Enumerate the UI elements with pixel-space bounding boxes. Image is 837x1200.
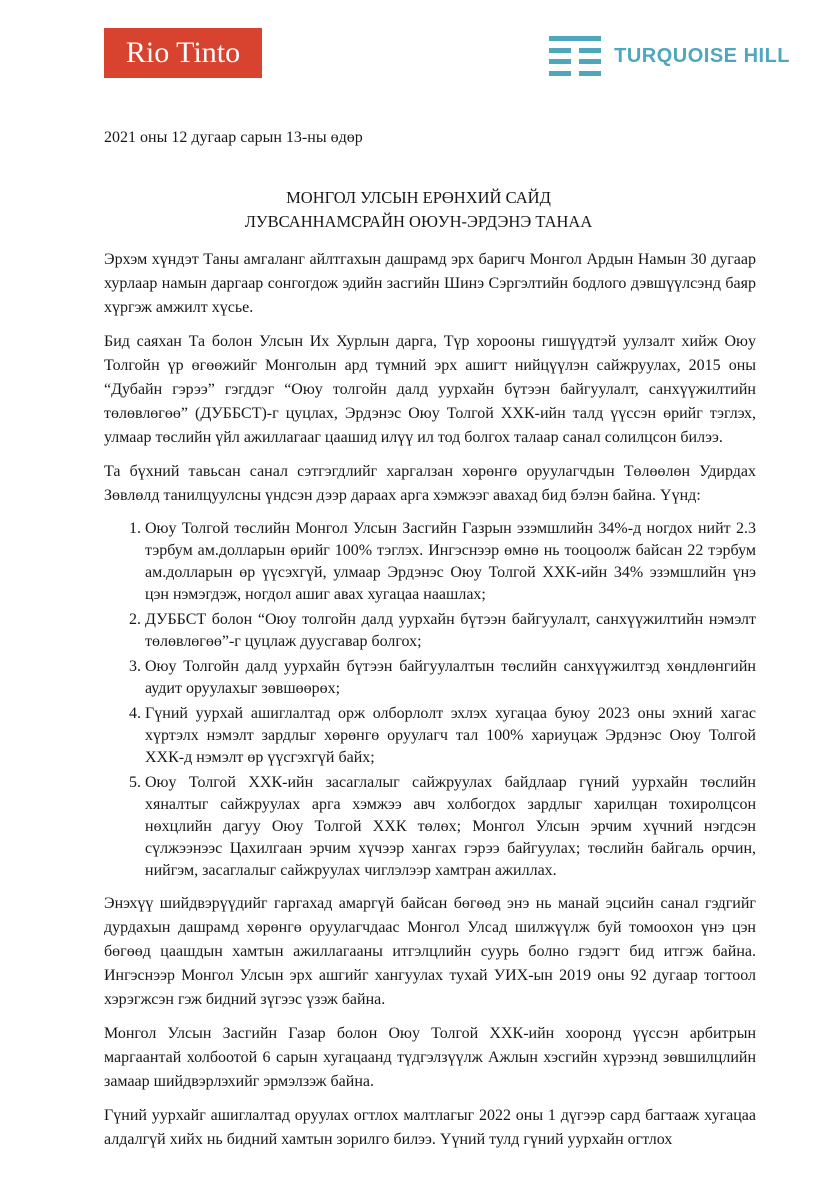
list-item: 1. Оюу Толгой төслийн Монгол Улсын Засгийн Газрын эзэмшлийн 34%-д ногдох нийт 2.3 тэрбум ам.долларын өрийг 100% тэглэх. Ингэснээр өмнө нь тооцоолж байсан 22 тэрбум ам.долларын өр үүсэхгүй, улмаар Эрдэнэс Оюу Толгой ХХК-ийн 34% эзэмшлийн үнэ цэн нэмэгдэж, ногдол ашиг авах хугацаа наашлах;: [145, 518, 756, 606]
paragraph-measures-intro: Та бүхний тавьсан санал сэтгэгдлийг харгалзан хөрөнгө оруулагчдын Төлөөлөн Удирдах Зөвлөлд танилцуулсны үндсэн дээр дараах арга хэмжээг авахад бид бэлэн байна. Үүнд:: [104, 463, 756, 504]
rio-tinto-logo-text: Rio Tinto: [125, 36, 241, 69]
logo-bar: [579, 48, 601, 53]
list-item: 2. ДУББСТ болон “Оюу толгойн далд уурхайн бүтээн байгуулалт, санхүүжилтийн нэмэлт төлөвлөгөө”-г цуцлаж дуусгавар болгох;: [145, 609, 756, 653]
letter-title: [0, 186, 837, 234]
paragraph-meeting-summary: Бид саяхан Та болон Улсын Их Хурлын дарга, Түр хорооны гишүүдтэй уулзалт хийж Оюу Толгойн үр өгөөжийг Монголын ард түмний эрх ашигт нийцүүлэн сайжруулах, 2015 оны “Дубайн гэрээ” гэгддэг “Оюу толгойн далд уурхайн бүтээн байгуулалт, санхүүжилтийн төлөвлөгөө” (ДУББСТ)-г цуцлах, Эрдэнэс Оюу Толгой ХХК-ийн талд үүссэн өрийг тэглэх, улмаар төслийн үйл ажиллагааг цаашид илүү ил тод болгох талаар санал солилцсон билээ.: [104, 333, 756, 446]
paragraph-greeting: Эрхэм хүндэт Таны амгаланг айлтгахын дашрамд эрх баригч Монгол Ардын Намын 30 дугаар хурлаар намын даргаар сонгогдож эдийн засгийн Шинэ Сэргэлтийн бодлого дэвшүүлсэнд баяр хүргэж амжилт хүсье.: [104, 251, 756, 316]
paragraph-arbitration: Монгол Улсын Засгийн Газар болон Оюу Толгой ХХК-ийн хооронд үүссэн арбитрын маргаантай холбоотой 6 сарын хугацаанд түдгэлзүүлж Ажлын хэсгийн хүрээнд зөвшилцлийн замаар шийдвэрлэхийг эрмэлзэж байна.: [104, 1025, 756, 1090]
list-item: 5. Оюу Толгой ХХК-ийн засаглалыг сайжруулах байдлаар гүний уурхайн төслийн хяналтыг сайжруулах арга хэмжээ авч холбогдох зардлыг харилцан тохиролцсон нөхцлийн дагуу Оюу Толгой ХХК төлөх; Монгол Улсын эрчим хүчний нэгдсэн сүлжээнээс Цахилгаан эрчим хүчээр хангах гэрээ байгуулах; төслийн байгаль орчин, нийгэм, засаглалыг сайжруулах чиглэлээр хамтран ажиллах.: [145, 772, 756, 882]
turquoise-hill-logo: [549, 36, 790, 76]
letter-title-line2: ЛУВСАННАМСРАЙН ОЮУН-ЭРДЭНЭ ТАНАА: [244, 212, 593, 231]
turquoise-hill-logo-text: TURQUOISE HILL: [614, 44, 790, 67]
logo-bar: [549, 71, 571, 76]
letter-title-line1: МОНГОЛ УЛСЫН ЕРӨНХИЙ САЙД: [286, 188, 551, 207]
logo-bar: [549, 59, 571, 64]
list-item: 3. Оюу Толгойн далд уурхайн бүтээн байгуулалтын төслийн санхүүжилтэд хөндлөнгийн аудит оруулахыг зөвшөөрөх;: [145, 656, 756, 700]
rio-tinto-logo: [104, 28, 262, 78]
measures-list: [104, 518, 756, 882]
logo-bar: [579, 59, 601, 64]
logo-bar: [549, 36, 601, 41]
paragraph-undercut-schedule: Гүний уурхайг ашиглалтад оруулах огтлох малтлагыг 2022 оны 1 дүгээр сард багтааж хугацаа алдалгүй хийх нь бидний хамтын зорилго билээ. Үүний тулд гүний уурхайн огтлох: [104, 1107, 756, 1148]
list-item: 4. Гүний уурхай ашиглалтад орж олборлолт эхлэх хугацаа буюу 2023 оны эхний хагас хүртэлх нэмэлт зардлыг хөрөнгө оруулагч тал 100% хариуцаж Эрдэнэс Оюу Толгой ХХК-д нэмэлт өр үүсгэхгүй байх;: [145, 703, 756, 769]
turquoise-hill-mark-icon: [549, 36, 601, 76]
header: [104, 28, 790, 80]
letter-body: [104, 248, 756, 1152]
logo-bar: [549, 48, 571, 53]
paragraph-final-offer: Энэхүү шийдвэрүүдийг гаргахад амаргүй байсан бөгөөд энэ нь манай эцсийн санал гэдгийг дурдахын дашрамд хөрөнгө оруулагчдаас Монгол Улсад шилжүүлж буй томоохон үнэ цэн бөгөөд цаашдын хамтын ажиллагааны итгэлцлийн суурь болно гэдэгт бид итгэж байна. Ингэснээр Монгол Улсын эрх ашгийг хангуулах тухай УИХ-ын 2019 оны 92 дугаар тогтоол хэрэгжсэн гэж бидний зүгээс үзэж байна.: [104, 895, 756, 1008]
letter-date: 2021 оны 12 дугаар сарын 13-ны өдөр: [104, 129, 363, 146]
logo-bar: [579, 71, 601, 76]
